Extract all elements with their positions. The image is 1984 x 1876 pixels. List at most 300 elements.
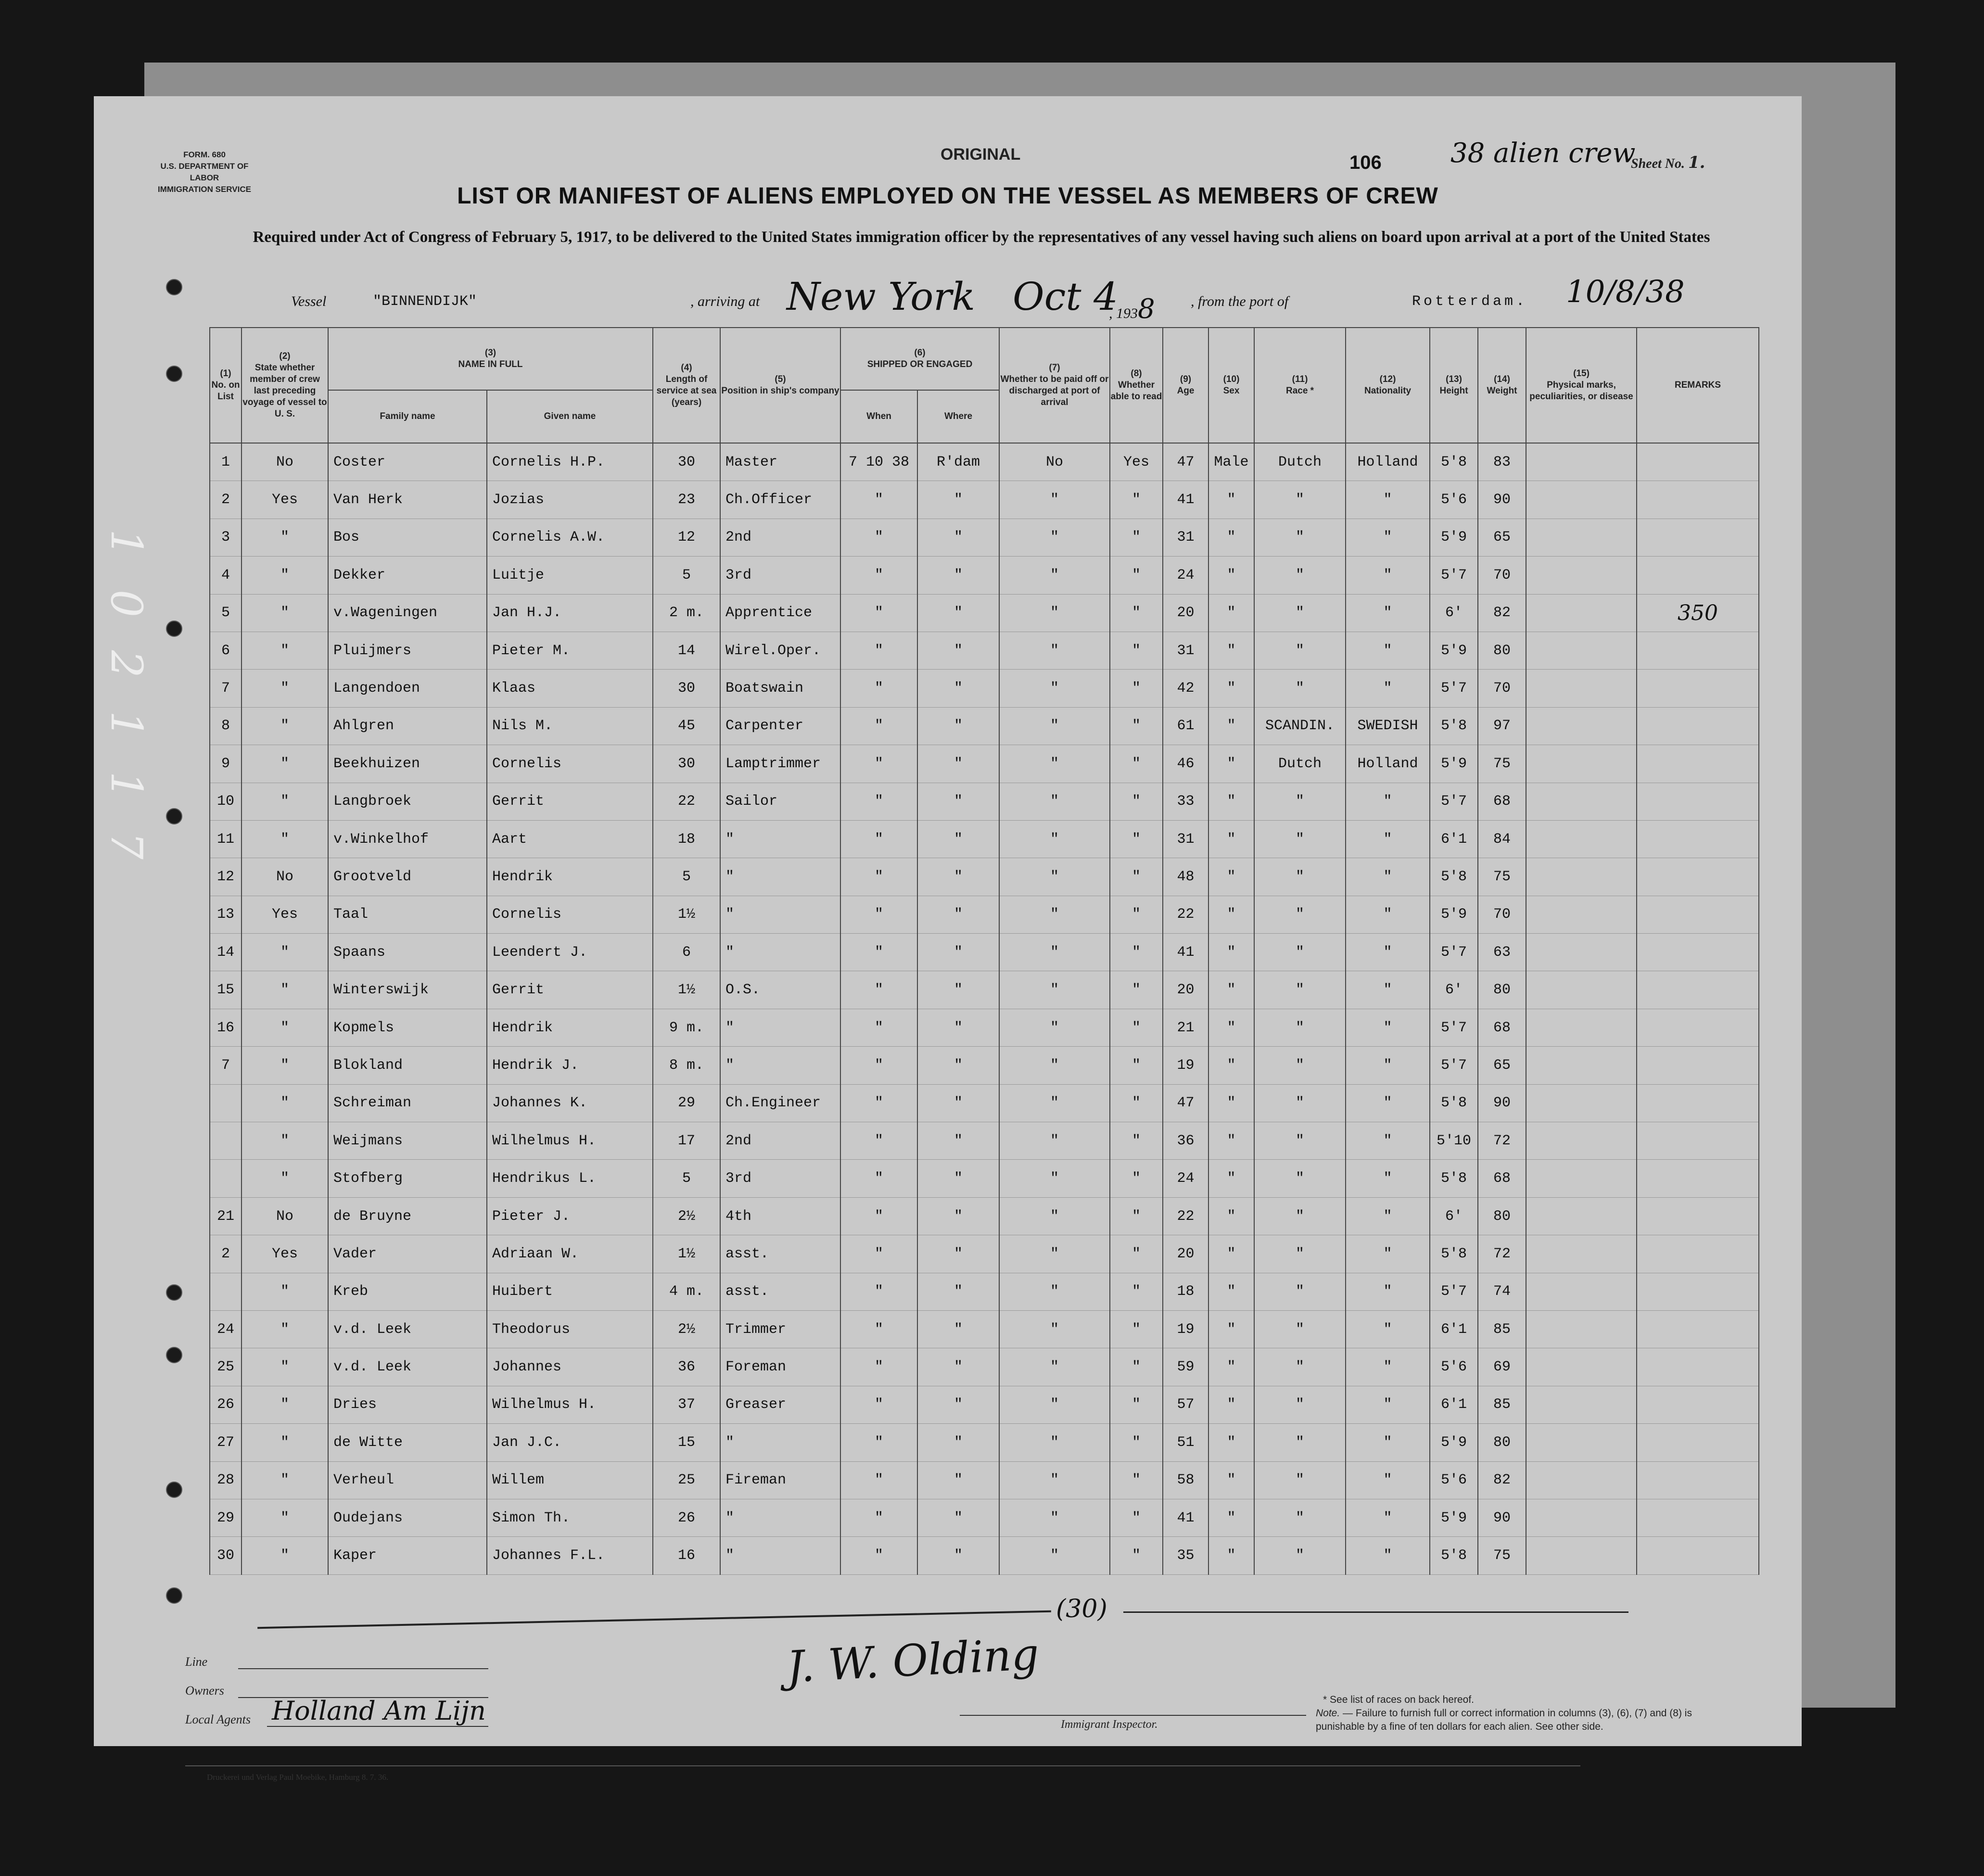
cell-race: " (1254, 632, 1346, 669)
cell-paid-off: " (999, 1499, 1110, 1536)
cell-weight: 72 (1478, 1122, 1526, 1160)
col-header-read: (8) Whether able to read (1110, 328, 1163, 443)
cell-given-name: Theodorus (487, 1310, 653, 1348)
cell-able-to-read: " (1110, 1160, 1163, 1197)
cell-given-name: Jan H.J. (487, 594, 653, 632)
table-row (210, 707, 1759, 745)
cell-able-to-read: " (1110, 632, 1163, 669)
cell-row-number: 11 (210, 820, 242, 858)
cell-shipped-when: 7 10 38 (840, 443, 917, 481)
cell-given-name: Pieter M. (487, 632, 653, 669)
cell-row-number: 2 (210, 481, 242, 519)
cell-shipped-when: " (840, 1160, 917, 1197)
cell-shipped-where: " (917, 934, 999, 971)
cell-race: " (1254, 1424, 1346, 1461)
col-header-age: (9) Age (1163, 328, 1208, 443)
cell-row-number: 28 (210, 1461, 242, 1499)
cell-height: 6' (1430, 1197, 1478, 1235)
cell-shipped-when: " (840, 1122, 917, 1160)
cell-family-name: Grootveld (328, 858, 487, 896)
cell-age: 47 (1163, 1084, 1208, 1122)
cell-position: Lamptrimmer (720, 745, 840, 783)
table-row (210, 557, 1759, 594)
footnote (1316, 1693, 1710, 1734)
col-header-when: When (840, 390, 917, 443)
cell-able-to-read: " (1110, 896, 1163, 933)
cell-physical-marks (1526, 783, 1637, 820)
cell-race: " (1254, 858, 1346, 896)
cell-row-number: 24 (210, 1310, 242, 1348)
cell-remarks: 350 (1637, 594, 1759, 632)
cell-age: 41 (1163, 1499, 1208, 1536)
cell-remarks (1637, 1160, 1759, 1197)
cell-sex: " (1208, 858, 1254, 896)
cell-remarks (1637, 443, 1759, 481)
table-row (210, 1310, 1759, 1348)
arrival-port: New York (787, 274, 975, 319)
table-row (210, 896, 1759, 933)
cell-given-name: Cornelis H.P. (487, 443, 653, 481)
cell-physical-marks (1526, 670, 1637, 707)
margin-handwriting: 1 0 2 1 1 7 (101, 529, 152, 869)
cell-able-to-read: " (1110, 557, 1163, 594)
cell-row-number: 25 (210, 1348, 242, 1386)
cell-height: 5'7 (1430, 783, 1478, 820)
cell-given-name: Jan J.C. (487, 1424, 653, 1461)
cell-nationality: " (1346, 519, 1430, 556)
race-footnote: * See list of races on back hereof. (1323, 1694, 1475, 1705)
cell-height: 5'9 (1430, 745, 1478, 783)
cell-age: 22 (1163, 1197, 1208, 1235)
cell-nationality: " (1346, 1386, 1430, 1423)
cell-race: Dutch (1254, 745, 1346, 783)
from-port-label: , from the port of (1191, 293, 1289, 309)
cell-shipped-when: " (840, 670, 917, 707)
cell-sex: " (1208, 934, 1254, 971)
cell-given-name: Johannes K. (487, 1084, 653, 1122)
cell-service-years: 12 (653, 519, 720, 556)
cell-prev-voyage: No (242, 858, 328, 896)
note-label: Note. (1316, 1708, 1340, 1719)
cell-paid-off: " (999, 745, 1110, 783)
cell-position: Carpenter (720, 707, 840, 745)
sheet-label: Sheet No. (1631, 156, 1685, 171)
binder-hole (166, 279, 182, 295)
cell-physical-marks (1526, 820, 1637, 858)
cell-position: 4th (720, 1197, 840, 1235)
cell-weight: 85 (1478, 1386, 1526, 1423)
cell-family-name: Spaans (328, 934, 487, 971)
cell-position: O.S. (720, 971, 840, 1009)
cell-prev-voyage: " (242, 820, 328, 858)
cell-row-number (210, 1273, 242, 1310)
cell-remarks (1637, 971, 1759, 1009)
cell-paid-off: " (999, 1084, 1110, 1122)
cell-shipped-when: " (840, 1537, 917, 1574)
cell-prev-voyage: " (242, 745, 328, 783)
cell-row-number: 8 (210, 707, 242, 745)
cell-given-name: Gerrit (487, 971, 653, 1009)
cell-weight: 80 (1478, 971, 1526, 1009)
cell-given-name: Huibert (487, 1273, 653, 1310)
table-row (210, 1009, 1759, 1046)
closing-rule-right (1123, 1611, 1628, 1613)
cell-weight: 75 (1478, 745, 1526, 783)
cell-able-to-read: " (1110, 1461, 1163, 1499)
cell-paid-off: " (999, 1537, 1110, 1574)
cell-able-to-read: " (1110, 519, 1163, 556)
cell-sex: " (1208, 1310, 1254, 1348)
cell-remarks (1637, 1273, 1759, 1310)
cell-race: " (1254, 670, 1346, 707)
cell-given-name: Simon Th. (487, 1499, 653, 1536)
cell-physical-marks (1526, 1197, 1637, 1235)
col-header-shipped: (6) SHIPPED OR ENGAGED (840, 328, 999, 390)
cell-prev-voyage: " (242, 783, 328, 820)
cell-remarks (1637, 707, 1759, 745)
cell-position: " (720, 934, 840, 971)
cell-position: 3rd (720, 557, 840, 594)
cell-position: Fireman (720, 1461, 840, 1499)
cell-weight: 80 (1478, 1197, 1526, 1235)
col-header-given-name: Given name (487, 390, 653, 443)
cell-service-years: 16 (653, 1537, 720, 1574)
cell-shipped-when: " (840, 1310, 917, 1348)
cell-service-years: 1½ (653, 971, 720, 1009)
cell-sex: " (1208, 632, 1254, 669)
cell-height: 6'1 (1430, 820, 1478, 858)
cell-paid-off: " (999, 519, 1110, 556)
cell-paid-off: " (999, 707, 1110, 745)
cell-age: 24 (1163, 557, 1208, 594)
cell-family-name: Kopmels (328, 1009, 487, 1046)
original-stamp: ORIGINAL (941, 145, 1021, 164)
cell-remarks (1637, 1348, 1759, 1386)
arriving-label: , arriving at (690, 293, 760, 309)
cell-position: 3rd (720, 1160, 840, 1197)
cell-age: 58 (1163, 1461, 1208, 1499)
table-row (210, 1461, 1759, 1499)
cell-family-name: Bos (328, 519, 487, 556)
cell-weight: 85 (1478, 1310, 1526, 1348)
cell-nationality: " (1346, 1310, 1430, 1348)
table-row (210, 1160, 1759, 1197)
cell-nationality: Holland (1346, 745, 1430, 783)
cell-age: 59 (1163, 1348, 1208, 1386)
cell-position: Master (720, 443, 840, 481)
cell-service-years: 2½ (653, 1197, 720, 1235)
cell-given-name: Cornelis (487, 745, 653, 783)
cell-weight: 83 (1478, 443, 1526, 481)
cell-paid-off: " (999, 1235, 1110, 1273)
cell-family-name: v.d. Leek (328, 1348, 487, 1386)
cell-physical-marks (1526, 971, 1637, 1009)
cell-nationality: " (1346, 934, 1430, 971)
cell-given-name: Jozias (487, 481, 653, 519)
closing-rule (257, 1610, 1051, 1629)
col-header-prev-voyage: (2) State whether member of crew last preceding voyage of vessel to U. S. (242, 328, 328, 443)
cell-physical-marks (1526, 1160, 1637, 1197)
cell-nationality: " (1346, 1197, 1430, 1235)
cell-position: Sailor (720, 783, 840, 820)
cell-physical-marks (1526, 1009, 1637, 1046)
cell-shipped-when: " (840, 896, 917, 933)
cell-family-name: Verheul (328, 1461, 487, 1499)
cell-service-years: 5 (653, 1160, 720, 1197)
cell-remarks (1637, 1197, 1759, 1235)
cell-sex: " (1208, 971, 1254, 1009)
cell-remarks (1637, 745, 1759, 783)
cell-row-number: 9 (210, 745, 242, 783)
page-number: 106 (1349, 152, 1382, 173)
cell-shipped-when: " (840, 557, 917, 594)
cell-position: " (720, 1424, 840, 1461)
cell-position: " (720, 1009, 840, 1046)
cell-shipped-when: " (840, 481, 917, 519)
cell-race: " (1254, 1197, 1346, 1235)
cell-shipped-when: " (840, 745, 917, 783)
cell-physical-marks (1526, 1386, 1637, 1423)
cell-shipped-when: " (840, 632, 917, 669)
cell-family-name: Pluijmers (328, 632, 487, 669)
cell-able-to-read: " (1110, 971, 1163, 1009)
cell-given-name: Luitje (487, 557, 653, 594)
cell-given-name: Wilhelmus H. (487, 1386, 653, 1423)
cell-height: 5'7 (1430, 670, 1478, 707)
cell-sex: " (1208, 594, 1254, 632)
cell-weight: 75 (1478, 1537, 1526, 1574)
cell-physical-marks (1526, 443, 1637, 481)
table-row (210, 1273, 1759, 1310)
cell-service-years: 4 m. (653, 1273, 720, 1310)
cell-paid-off: " (999, 1273, 1110, 1310)
cell-race: " (1254, 1310, 1346, 1348)
cell-paid-off: " (999, 1197, 1110, 1235)
cell-remarks (1637, 1084, 1759, 1122)
cell-family-name: Blokland (328, 1047, 487, 1084)
table-row (210, 783, 1759, 820)
cell-remarks (1637, 1310, 1759, 1348)
cell-sex: " (1208, 1537, 1254, 1574)
cell-position: " (720, 1499, 840, 1536)
table-row (210, 745, 1759, 783)
cell-row-number: 15 (210, 971, 242, 1009)
cell-remarks (1637, 1235, 1759, 1273)
cell-age: 35 (1163, 1537, 1208, 1574)
cell-sex: " (1208, 783, 1254, 820)
line-label: Line (185, 1655, 208, 1669)
cell-shipped-where: " (917, 1386, 999, 1423)
cell-prev-voyage: " (242, 519, 328, 556)
cell-given-name: Johannes F.L. (487, 1537, 653, 1574)
page-title: LIST OR MANIFEST OF ALIENS EMPLOYED ON THE VESSEL AS MEMBERS OF CREW (457, 183, 1438, 209)
cell-shipped-when: " (840, 1235, 917, 1273)
cell-row-number (210, 1122, 242, 1160)
cell-shipped-where: " (917, 1047, 999, 1084)
cell-given-name: Adriaan W. (487, 1235, 653, 1273)
cell-paid-off: " (999, 557, 1110, 594)
cell-weight: 82 (1478, 1461, 1526, 1499)
cell-able-to-read: Yes (1110, 443, 1163, 481)
cell-prev-voyage: No (242, 443, 328, 481)
cell-height: 5'9 (1430, 1424, 1478, 1461)
cell-physical-marks (1526, 632, 1637, 669)
cell-shipped-where: " (917, 1499, 999, 1536)
cell-prev-voyage: " (242, 1386, 328, 1423)
cell-position: Apprentice (720, 594, 840, 632)
binder-hole (166, 808, 182, 824)
cell-age: 18 (1163, 1273, 1208, 1310)
cell-shipped-where: " (917, 1348, 999, 1386)
cell-height: 5'7 (1430, 1047, 1478, 1084)
cell-service-years: 23 (653, 481, 720, 519)
cell-service-years: 36 (653, 1348, 720, 1386)
vessel-name: "BINNENDIJK" (373, 293, 477, 310)
cell-nationality: Holland (1346, 443, 1430, 481)
cell-able-to-read: " (1110, 783, 1163, 820)
cell-family-name: Kreb (328, 1273, 487, 1310)
cell-service-years: 30 (653, 443, 720, 481)
cell-race: " (1254, 1160, 1346, 1197)
cell-height: 5'8 (1430, 443, 1478, 481)
cell-weight: 75 (1478, 858, 1526, 896)
cell-shipped-where: " (917, 1310, 999, 1348)
cell-shipped-where: " (917, 1122, 999, 1160)
cell-shipped-when: " (840, 1009, 917, 1046)
cell-shipped-where: " (917, 557, 999, 594)
cell-age: 46 (1163, 745, 1208, 783)
cell-nationality: " (1346, 1122, 1430, 1160)
cell-position: Foreman (720, 1348, 840, 1386)
cell-race: " (1254, 934, 1346, 971)
cell-weight: 72 (1478, 1235, 1526, 1273)
page-subtitle: Required under Act of Congress of February 5, 1917, to be delivered to the United States immigration officer by the representatives of any vessel having such aliens on board upon arrival at a port of the United States (253, 228, 1710, 246)
table-row (210, 1197, 1759, 1235)
table-row (210, 1424, 1759, 1461)
cell-service-years: 45 (653, 707, 720, 745)
cell-given-name: Klaas (487, 670, 653, 707)
cell-shipped-where: " (917, 594, 999, 632)
cell-shipped-where: " (917, 1084, 999, 1122)
table-row (210, 971, 1759, 1009)
cell-prev-voyage: " (242, 670, 328, 707)
cell-prev-voyage: " (242, 971, 328, 1009)
cell-nationality: " (1346, 896, 1430, 933)
cell-remarks (1637, 1047, 1759, 1084)
cell-physical-marks (1526, 745, 1637, 783)
cell-height: 5'7 (1430, 557, 1478, 594)
col-header-name: (3) NAME IN FULL (328, 328, 653, 390)
cell-shipped-when: " (840, 1461, 917, 1499)
cell-nationality: " (1346, 1047, 1430, 1084)
cell-physical-marks (1526, 519, 1637, 556)
cell-age: 51 (1163, 1424, 1208, 1461)
cell-nationality: " (1346, 670, 1430, 707)
cell-family-name: v.Wageningen (328, 594, 487, 632)
cell-race: " (1254, 1537, 1346, 1574)
cell-given-name: Cornelis A.W. (487, 519, 653, 556)
cell-shipped-when: " (840, 1047, 917, 1084)
cell-age: 47 (1163, 443, 1208, 481)
cell-given-name: Hendrikus L. (487, 1160, 653, 1197)
printer-imprint: Druckerei und Verlag Paul Moebike, Hamburg 8. 7. 36. (207, 1773, 389, 1782)
cell-age: 20 (1163, 594, 1208, 632)
cell-age: 41 (1163, 481, 1208, 519)
form-number: FORM. 680 (183, 150, 226, 159)
cell-sex: " (1208, 1047, 1254, 1084)
cell-physical-marks (1526, 1348, 1637, 1386)
crew-total: (30) (1056, 1595, 1107, 1623)
cell-able-to-read: " (1110, 858, 1163, 896)
cell-family-name: de Bruyne (328, 1197, 487, 1235)
cell-prev-voyage: " (242, 1122, 328, 1160)
cell-remarks (1637, 670, 1759, 707)
cell-paid-off: " (999, 632, 1110, 669)
cell-family-name: Weijmans (328, 1122, 487, 1160)
col-header-service: (4) Length of service at sea (years) (653, 328, 720, 443)
cell-physical-marks (1526, 1537, 1637, 1574)
cell-paid-off: " (999, 1348, 1110, 1386)
cell-shipped-where: " (917, 971, 999, 1009)
cell-weight: 68 (1478, 1009, 1526, 1046)
cell-row-number: 4 (210, 557, 242, 594)
cell-remarks (1637, 934, 1759, 971)
cell-service-years: 1½ (653, 1235, 720, 1273)
table-row (210, 1499, 1759, 1536)
cell-physical-marks (1526, 557, 1637, 594)
local-agents-label: Local Agents (185, 1712, 251, 1726)
cell-sex: " (1208, 1160, 1254, 1197)
cell-nationality: " (1346, 557, 1430, 594)
cell-height: 5'9 (1430, 1499, 1478, 1536)
cell-race: " (1254, 783, 1346, 820)
cell-sex: " (1208, 1235, 1254, 1273)
cell-paid-off: " (999, 1386, 1110, 1423)
cell-height: 6' (1430, 594, 1478, 632)
table-row (210, 519, 1759, 556)
cell-able-to-read: " (1110, 1047, 1163, 1084)
cell-sex: " (1208, 1424, 1254, 1461)
cell-prev-voyage: " (242, 1009, 328, 1046)
cell-position: asst. (720, 1235, 840, 1273)
cell-nationality: " (1346, 1009, 1430, 1046)
cell-race: " (1254, 1009, 1346, 1046)
cell-prev-voyage: " (242, 1537, 328, 1574)
cell-given-name: Willem (487, 1461, 653, 1499)
cell-weight: 90 (1478, 481, 1526, 519)
cell-family-name: Coster (328, 443, 487, 481)
cell-given-name: Leendert J. (487, 934, 653, 971)
table-row (210, 594, 1759, 632)
cell-position: 2nd (720, 519, 840, 556)
cell-row-number: 7 (210, 670, 242, 707)
cell-remarks (1637, 820, 1759, 858)
cell-weight: 68 (1478, 1160, 1526, 1197)
cell-family-name: de Witte (328, 1424, 487, 1461)
cell-physical-marks (1526, 1122, 1637, 1160)
table-row (210, 1348, 1759, 1386)
cell-remarks (1637, 481, 1759, 519)
binder-hole (166, 1284, 182, 1301)
cell-paid-off: " (999, 934, 1110, 971)
cell-remarks (1637, 896, 1759, 933)
table-row (210, 632, 1759, 669)
cell-sex: " (1208, 820, 1254, 858)
cell-race: SCANDIN. (1254, 707, 1346, 745)
cell-shipped-when: " (840, 820, 917, 858)
owners-label: Owners (185, 1684, 224, 1698)
cell-weight: 80 (1478, 1424, 1526, 1461)
